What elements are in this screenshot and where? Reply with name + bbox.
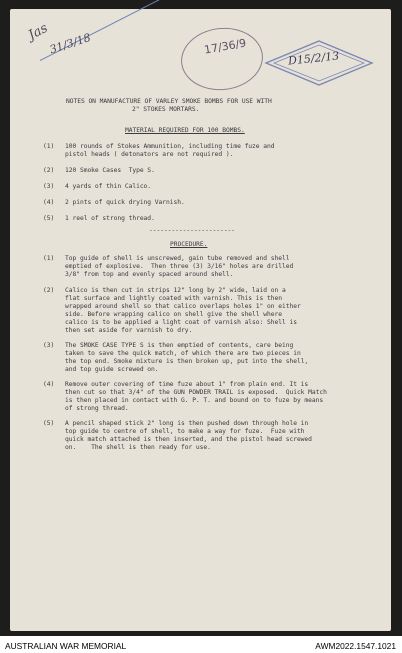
list-item-text: 4 yards of thin Calico.: [65, 183, 152, 190]
step-text: The SMOKE CASE TYPE S is then emptied of contents, care being: [65, 342, 294, 349]
document-title-line2: 2" STOKES MORTARS.: [132, 106, 200, 113]
step-text: then cut so that 3/4" of the GUN POWDER TRAIL is exposed. Quick Match: [65, 389, 327, 396]
step-number: (1): [43, 255, 55, 262]
material-heading: MATERIAL REQUIRED FOR 100 BOMBS.: [125, 127, 245, 134]
step-text: is then placed in contact with G. P. T. and bound on to fuze by means: [65, 397, 324, 404]
step-text: quick match attached is then inserted, and the pistol head screwed: [65, 436, 312, 443]
list-item-text: 1 reel of strong thread.: [65, 215, 155, 222]
step-number: (5): [43, 420, 55, 427]
step-text: then set aside for varnish to dry.: [65, 327, 193, 334]
handwritten-note: Jas: [26, 20, 51, 44]
list-item-text: 2 pints of quick drying Varnish.: [65, 199, 185, 206]
step-text: Top guide of shell is unscrewed, gain tube removed and shell: [65, 255, 290, 262]
step-text: wrapped around shell so that calico overlaps holes 1" on either: [65, 303, 301, 310]
step-text: A pencil shaped stick 2" long is then pushed down through hole in: [65, 420, 309, 427]
registry-reference: D15/2/13: [287, 49, 340, 68]
step-text: top guide to centre of shell, to make a way for fuze. Fuze with: [65, 428, 305, 435]
section-divider: -----------------------: [149, 227, 236, 234]
step-text: emptied of explosive. Then three (3) 3/16" holes are drilled: [65, 263, 294, 270]
step-text: 3/8" from top and evenly spaced around shell.: [65, 271, 234, 278]
step-text: Calico is then cut in strips 12" long by 2" wide, laid on a: [65, 287, 286, 294]
list-item-number: (2): [43, 167, 55, 174]
handwritten-date: 31/3/18: [48, 30, 93, 57]
list-item-number: (3): [43, 183, 55, 190]
step-number: (2): [43, 287, 55, 294]
step-text: and top guide screwed on.: [65, 366, 159, 373]
list-item-number: (4): [43, 199, 55, 206]
step-text: Remove outer covering of time fuze about 1" from plain end. It is: [65, 381, 309, 388]
list-item-text: 100 rounds of Stokes Ammunition, including time fuze and: [65, 143, 275, 150]
step-text: side. Before wrapping calico on shell give the shell where: [65, 311, 282, 318]
list-item-text: 120 Smoke Cases Type S.: [65, 167, 155, 174]
list-item-number: (1): [43, 143, 55, 150]
step-text: calico is to be applied a light coat of varnish also: Shell is: [65, 319, 297, 326]
step-text: taken to save the quick match, of which there are two pieces in: [65, 350, 301, 357]
footer-accession-number: AWM2022.1547.1021: [315, 641, 396, 651]
list-item-text: pistol heads ( detonators are not required ).: [65, 151, 234, 158]
footer-source: AUSTRALIAN WAR MEMORIAL: [5, 641, 127, 651]
procedure-heading: PROCEDURE.: [170, 241, 208, 248]
step-text: the top end. Smoke mixture is then broken up, put into the shell,: [65, 358, 309, 365]
step-number: (3): [43, 342, 55, 349]
document-title-line1: NOTES ON MANUFACTURE OF VARLEY SMOKE BOMBS FOR USE WITH: [66, 98, 272, 105]
step-number: (4): [43, 381, 55, 388]
stamp-number: 17/36/9: [203, 36, 248, 57]
step-text: on. The shell is then ready for use.: [65, 444, 211, 451]
step-text: of strong thread.: [65, 405, 129, 412]
list-item-number: (5): [43, 215, 55, 222]
step-text: flat surface and lightly coated with varnish. This is then: [65, 295, 282, 302]
